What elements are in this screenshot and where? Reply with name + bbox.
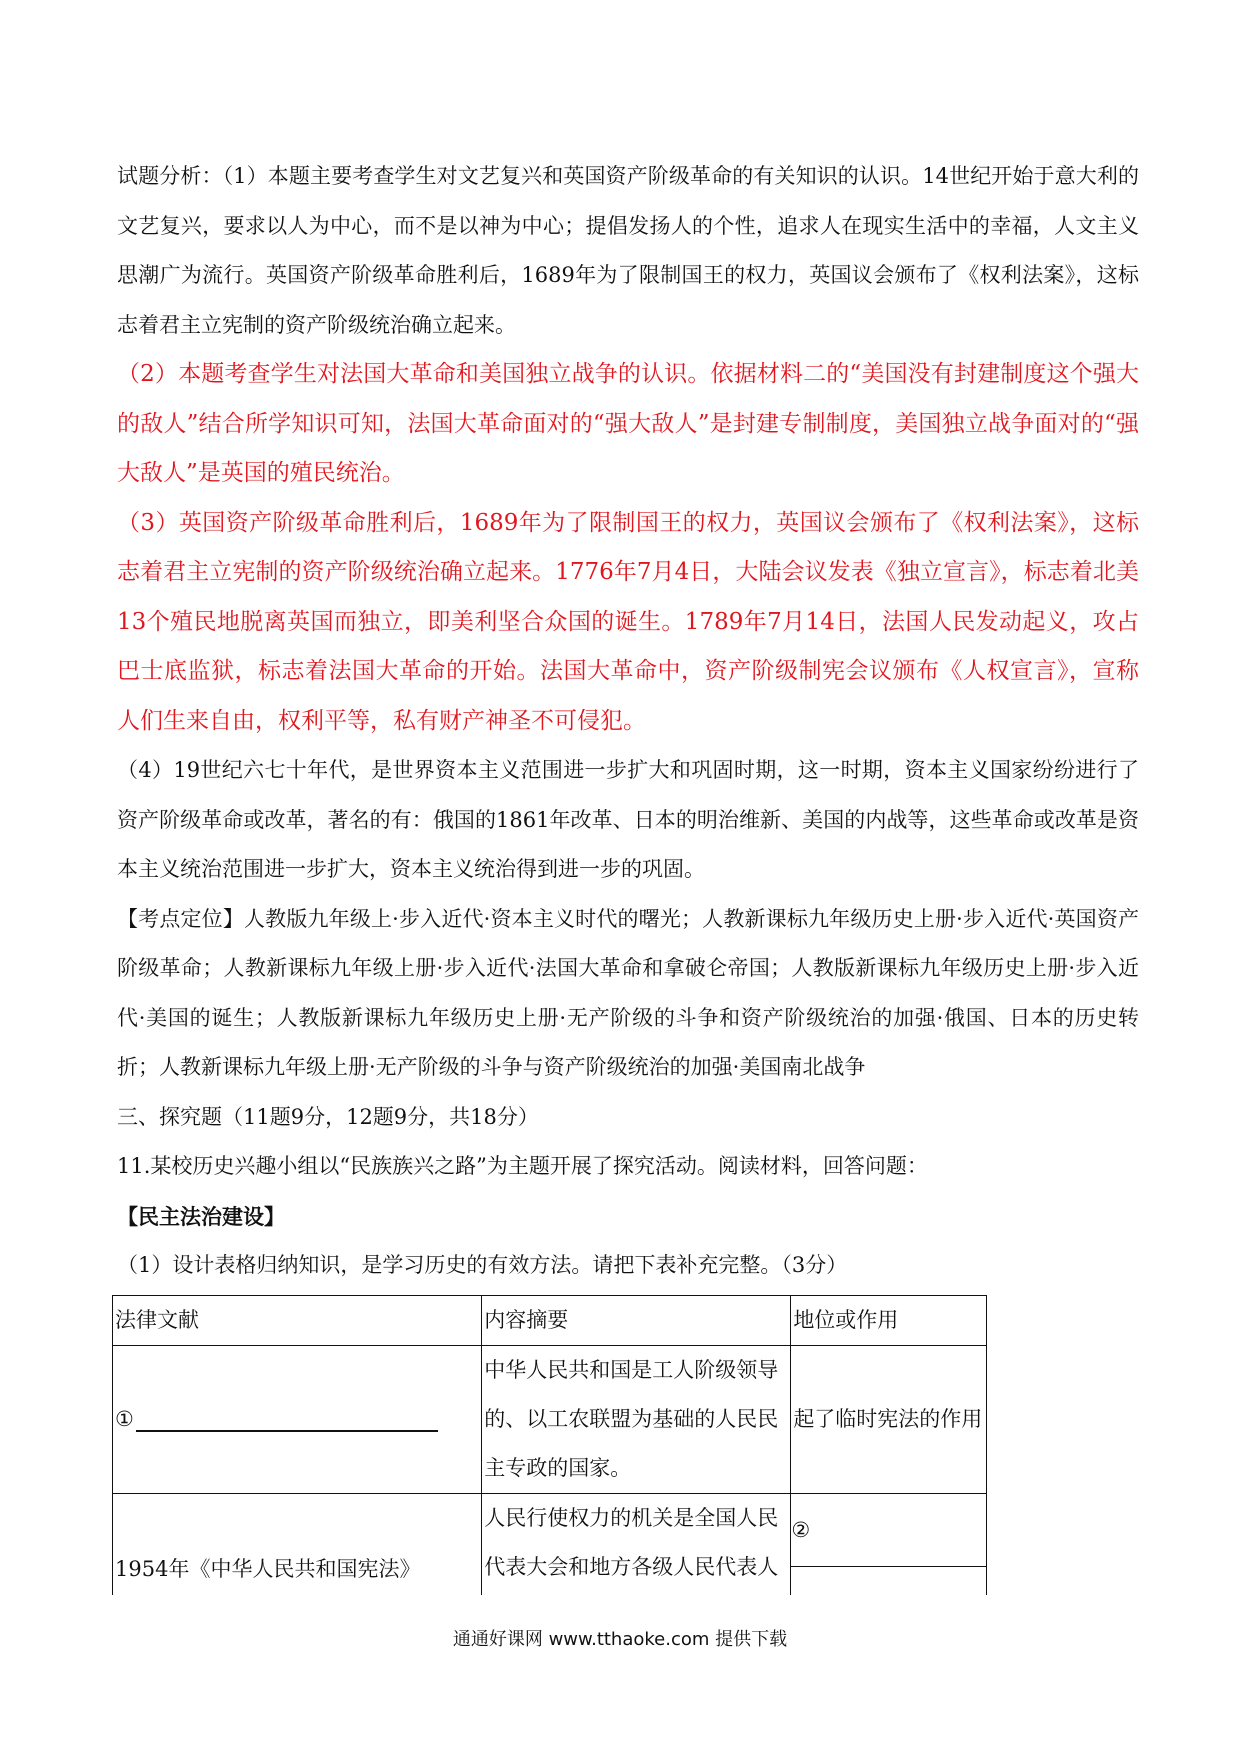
section-heading: 三、探究题（11题9分，12题9分，共18分） [117, 1104, 539, 1129]
summary-cell: 中华人民共和国是工人阶级领导的、以工农联盟为基础的人民民主专政的国家。 [482, 1346, 791, 1494]
header-role: 地位或作用 [791, 1296, 987, 1346]
table-header-row [113, 1296, 987, 1346]
page-footer: 通通好课网 www.tthaoke.com 提供下载 [452, 1629, 788, 1650]
blank-marker-1: ① [115, 1407, 134, 1431]
answer-blank-line [136, 1410, 438, 1432]
law-blank-cell [113, 1346, 482, 1494]
law-cell: 1954年《中华人民共和国宪法》 [113, 1494, 482, 1596]
role-blank-cell [791, 1494, 987, 1596]
law-table-wrapper [112, 1295, 987, 1595]
subsection-title: 【民主法治建设】 [117, 1203, 285, 1229]
analysis-paragraph-4: （4）19世纪六七十年代，是世界资本主义范围进一步扩大和巩固时期，这一时期，资本主义国家纷纷进行了资产阶级革命或改革，著名的有：俄国的1861年改革、日本的明治维新、美国的内战等，这些革命或改革是资本主义统治范围进一步扩大，资本主义统治得到进一步的巩固。 [117, 758, 1139, 881]
exam-point-paragraph: 【考点定位】人教版九年级上·步入近代·资本主义时代的曙光；人教新课标九年级历史上册·步入近代·英国资产阶级革命；人教新课标九年级上册·步入近代·法国大革命和拿破仑帝国；人教版新课标九年级历史上册·步入近代·美国的诞生；人教版新课标九年级历史上册·无产阶级的斗争和资产阶级统治的加强·俄国、日本的历史转折；人教新课标九年级上册·无产阶级的斗争与资产阶级统治的加强·美国南北战争 [117, 906, 1139, 1079]
role-blank-top [791, 1494, 986, 1567]
header-law-document: 法律文献 [113, 1296, 482, 1346]
blank-marker-2: ② [791, 1517, 811, 1542]
header-content-summary: 内容摘要 [482, 1296, 791, 1346]
question-11-text: 11.某校历史兴趣小组以“民族族兴之路”为主题开展了探究活动。阅读材料，回答问题： [117, 1154, 928, 1178]
table-row [113, 1346, 987, 1494]
role-cell: 起了临时宪法的作用 [791, 1346, 987, 1494]
analysis-paragraph-3: （3）英国资产阶级革命胜利后，1689年为了限制国王的权力，英国议会颁布了《权利法案》，这标志着君主立宪制的资产阶级统治确立起来。1776年7月4日，大陆会议发表《独立宣言》，标志着北美13个殖民地脱离英国而独立，即美利坚合众国的诞生。1789年7月14日，法国人民发动起义，攻占巴士底监狱，标志着法国大革命的开始。法国大革命中，资产阶级制宪会议颁布《人权宣言》，宣称人们生来自由，权利平等，私有财产神圣不可侵犯。 [117, 509, 1139, 734]
analysis-paragraph-2: （2）本题考查学生对法国大革命和美国独立战争的认识。依据材料二的“美国没有封建制度这个强大的敌人”结合所学知识可知，法国大革命面对的“强大敌人”是封建专制制度，美国独立战争面对的“强大敌人”是英国的殖民统治。 [117, 361, 1139, 486]
question-11-1-text: （1）设计表格归纳知识，是学习历史的有效方法。请把下表补充完整。（3分） [117, 1253, 848, 1277]
law-table [112, 1295, 987, 1595]
summary-cell: 人民行使权力的机关是全国人民代表大会和地方各级人民代表人 [482, 1494, 791, 1596]
analysis-paragraph-1: 试题分析：（1）本题主要考查学生对文艺复兴和英国资产阶级革命的有关知识的认识。14世纪开始于意大利的文艺复兴，要求以人为中心，而不是以神为中心；提倡发扬人的个性，追求人在现实生活中的幸福，人文主义思潮广为流行。英国资产阶级革命胜利后，1689年为了限制国王的权力，英国议会颁布了《权利法案》，这标志着君主立宪制的资产阶级统治确立起来。 [117, 164, 1139, 337]
table-row [113, 1494, 987, 1596]
analysis-content [117, 152, 1139, 1291]
